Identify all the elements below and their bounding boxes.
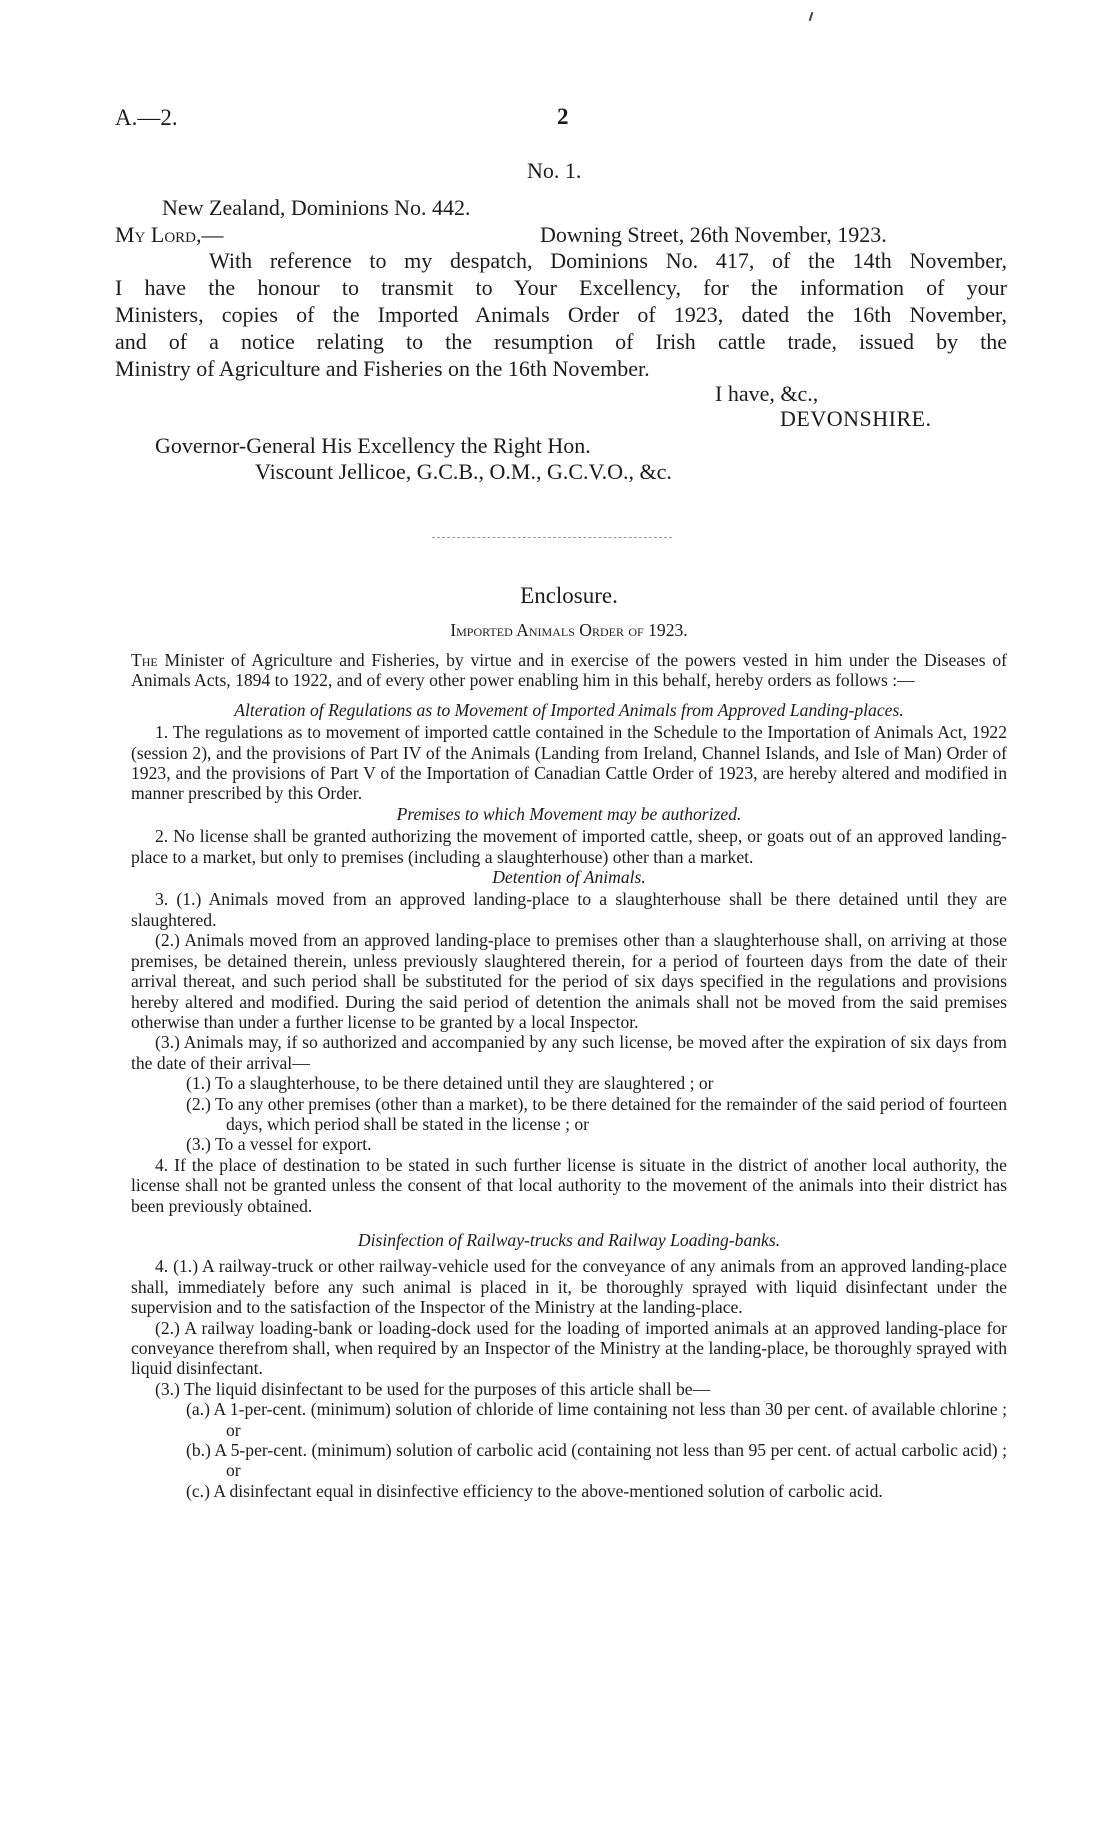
preamble-lead: The — [131, 650, 158, 670]
addressee-line-1: Governor-General His Excellency the Right Hon. — [155, 433, 591, 458]
paragraph-4b-3-item-a: (a.) A 1-per-cent. (minimum) solution of chloride of lime containing not less than 30 per cent. of available chlorine ; or — [186, 1399, 1007, 1440]
despatch-body-line-2: I have the honour to transmit to Your Excellency, for the information of your — [115, 275, 1007, 300]
paragraph-3-1: 3. (1.) Animals moved from an approved landing-place to a slaughterhouse shall be there detained until they are slaughtered. — [131, 889, 1007, 930]
section-divider — [432, 537, 672, 538]
document-reference: A.—2. — [115, 105, 178, 130]
paragraph-2: 2. No license shall be granted authorizing the movement of imported cattle, sheep, or goats out of an approved landing-place to a market, but only to premises (including a slaughterhouse) other than a market. — [131, 826, 1007, 867]
paragraph-3-2: (2.) Animals moved from an approved landing-place to premises other than a slaughterhouse shall, on arriving at those premises, be detained therein, unless previously slaughtered therein, for a period of fourteen days from the date of their arrival thereat, and such period shall be substituted for the period of six days specified in the regulations and provisions hereby altered and modified. During the said period of detention the animals shall not be moved from the said premises otherwise than under a further license to be granted by a local Inspector. — [131, 930, 1007, 1032]
order-body — [131, 650, 1007, 1501]
preamble — [131, 650, 1007, 691]
heading-premises: Premises to which Movement may be authorized. — [396, 803, 742, 824]
paragraph-4b-3: (3.) The liquid disinfectant to be used for the purposes of this article shall be— — [155, 1378, 711, 1399]
paragraph-1: 1. The regulations as to movement of imported cattle contained in the Schedule to the Importation of Animals Act, 1922 (session 2), and the provisions of Part IV of the Animals (Landing from Ireland, Channel Islands, and Isle of Man) Order of 1923, and the provisions of Part V of the Importation of Canadian Cattle Order of 1923, are hereby altered and modified in manner prescribed by this Order. — [131, 722, 1007, 804]
signature: DEVONSHIRE. — [780, 406, 932, 431]
paragraph-4b-2: (2.) A railway loading-bank or loading-dock used for the loading of imported animals at an approved landing-place for conveyance therefrom shall, when required by an Inspector of the Ministry at the landing-place, be thoroughly sprayed with liquid disinfectant. — [131, 1317, 1007, 1379]
paragraph-4b-1: 4. (1.) A railway-truck or other railway-vehicle used for the conveyance of any animals from an approved landing-place shall, immediately before any such animal is placed in it, be thoroughly sprayed with liquid disinfectant under the supervision and to the satisfaction of the Inspector of the Ministry at the landing-place. — [131, 1256, 1007, 1318]
enclosure-heading: Enclosure. — [520, 583, 618, 608]
paragraph-3-3-item-1: (1.) To a slaughterhouse, to be there detained until they are slaughtered ; or — [186, 1073, 714, 1094]
address-and-date: Downing Street, 26th November, 1923. — [540, 222, 887, 247]
paragraph-4b-3-item-c: (c.) A disinfectant equal in disinfective efficiency to the above-mentioned solution of carbolic acid. — [186, 1480, 883, 1501]
despatch-body-line-4: and of a notice relating to the resumption of Irish cattle trade, issued by the — [115, 329, 1007, 354]
paragraph-3-3-item-3: (3.) To a vessel for export. — [186, 1134, 372, 1155]
dominions-reference: New Zealand, Dominions No. 442. — [162, 195, 471, 220]
heading-detention: Detention of Animals. — [492, 867, 646, 888]
paragraph-4b-3-item-b: (b.) A 5-per-cent. (minimum) solution of carbolic acid (containing not less than 95 per cent. of actual carbolic acid) ; or — [186, 1440, 1007, 1481]
stray-pen-mark — [809, 12, 814, 21]
despatch-body-line-3: Ministers, copies of the Imported Animals Order of 1923, dated the 16th November, — [115, 302, 1007, 327]
heading-disinfection: Disinfection of Railway-trucks and Railway Loading-banks. — [357, 1229, 781, 1250]
order-title: Imported Animals Order of 1923. — [450, 620, 688, 640]
paragraph-3-3-item-2: (2.) To any other premises (other than a market), to be there detained for the remainder of the said period of fourteen days, which period shall be stated in the license ; or — [186, 1093, 1007, 1134]
despatch-body-line-1: With reference to my despatch, Dominions No. 417, of the 14th November, — [209, 248, 1007, 273]
salutation: My Lord,— — [115, 222, 224, 247]
addressee-line-2: Viscount Jellicoe, G.C.B., O.M., G.C.V.O., &c. — [255, 459, 672, 484]
heading-alteration: Alteration of Regulations as to Movement of Imported Animals from Approved Landing-places. — [234, 699, 904, 720]
paragraph-4: 4. If the place of destination to be stated in such further license is situate in the district of another local authority, the license shall not be granted unless the consent of that local authority to the movement of the animals into their district has been previously obtained. — [131, 1154, 1007, 1216]
closing: I have, &c., — [715, 381, 819, 406]
despatch-number: No. 1. — [527, 158, 582, 183]
page-number: 2 — [557, 104, 569, 129]
paragraph-3-3: (3.) Animals may, if so authorized and accompanied by any such license, be moved after the expiration of six days from the date of their arrival— — [131, 1032, 1007, 1073]
despatch-body-line-5: Ministry of Agriculture and Fisheries on the 16th November. — [115, 356, 650, 381]
preamble-text: Minister of Agriculture and Fisheries, by virtue and in exercise of the powers vested in him under the Diseases of Animals Acts, 1894 to 1922, and of every other power enabling him in this behalf, hereby orders as follows :— — [131, 650, 1007, 691]
